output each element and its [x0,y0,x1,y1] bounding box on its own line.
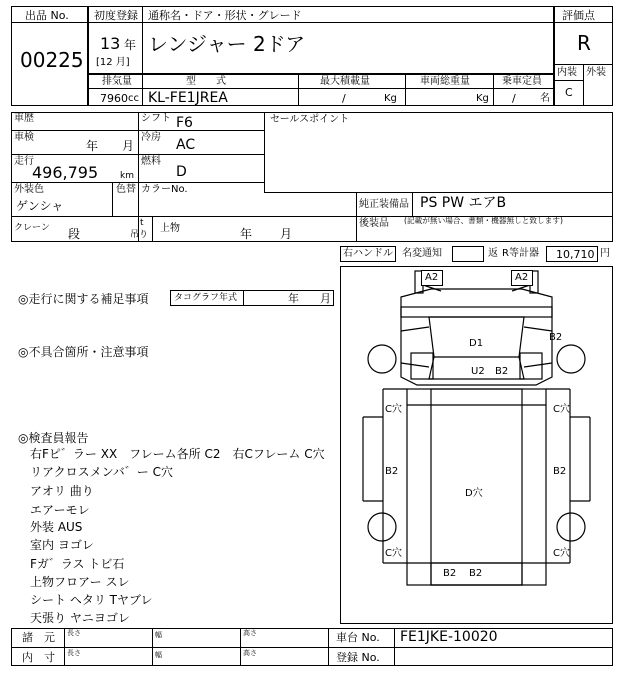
mileage-value: 496,795 [32,163,99,182]
sales-point-label: セールスポイント [270,114,350,125]
specs-row-label: 諸 元 [22,631,55,644]
reg-label: 初度登録 [94,9,138,22]
crane-hoist: 吊り [130,230,149,240]
rhd-label: 右ハンドル [343,248,393,259]
inspector-line: エアーモレ [30,503,90,517]
name-change-box [452,246,484,262]
reg-month: [12 月] [96,57,130,68]
score-value: R [577,31,591,55]
inspector-line: 上物フロアー スレ [30,575,130,589]
inspector-line: シート ヘタリ Tヤブレ [30,593,153,607]
history-label: 車歴 [14,113,34,124]
damage-b2-right: B2 [553,466,567,477]
color-change-label: 色替 [116,184,136,195]
fuel-label: 燃料 [141,156,161,167]
post-equip-note: (記載が無い場合、書類・機器無しと致します) [404,217,563,226]
equip-value: PS PW エアB [420,195,507,211]
height-label: 高さ [243,629,257,637]
width-label-2: 幅 [155,651,162,659]
tacho-month: 月 [320,292,331,305]
capacity-unit: 名 [540,93,550,104]
r-meter-unit: 円 [600,248,610,259]
r-meter-label: R等計器 [502,248,539,259]
disp-label: 排気量 [102,76,132,87]
name-label: 通称名・ドア・形状・グレード [148,9,302,22]
mileage-label: 走行 [14,156,34,167]
damage-b2-cab-mid: B2 [495,366,509,377]
damage-a2-right: A2 [515,272,529,283]
inspector-line: 室内 ヨゴレ [30,538,94,552]
length-label: 長さ [67,629,81,637]
exterior-label: 外装 [586,67,606,78]
damage-a2-left: A2 [425,272,439,283]
lot-number: 00225 [20,48,84,72]
damage-c-hole-left: C穴 [385,404,402,415]
chassis-value: FE1JKE-10020 [400,629,498,645]
interior-label: 内装 [557,67,577,78]
shift-value: F6 [176,115,193,131]
post-equip-label: 後装品 [359,218,389,229]
running-notes-label: ◎走行に関する補足事項 [18,292,149,306]
defects-label: ◎不具合箇所・注意事項 [18,345,149,359]
model-label: 型 式 [186,76,226,87]
damage-c-hole-bottom-left: C穴 [385,548,402,559]
inspector-label: ◎検査員報告 [18,431,89,445]
color-no-label: カラーNo. [141,184,188,195]
upper-body-label: 上物 [160,223,180,234]
length-label-2: 長さ [67,649,81,657]
inspection-month-unit: 月 [122,139,135,153]
damage-d-hole: D穴 [465,488,483,499]
mileage-return: 返 [488,248,498,259]
maxload-kg: Kg [384,93,397,104]
maxload-slash: / [342,92,346,105]
mileage-unit: km [120,171,134,181]
height-label-2: 高さ [243,649,257,657]
shift-label: シフト [141,113,171,124]
crane-stage: 段 [68,227,81,241]
reg-year-unit: 年 [124,38,137,52]
fuel-value: D [176,164,187,180]
car-name: レンジャー 2ドア [148,32,306,56]
inspection-label: 車検 [14,132,34,143]
tacho-year: 年 [288,292,299,305]
inspector-line: Fガ゛ラス トビ石 [30,557,125,571]
disp-value: 7960 [100,92,128,105]
inspector-line: 天張り ヤニヨゴレ [30,611,130,625]
reg-year: 13 [100,34,121,53]
capacity-label: 乗車定員 [502,76,542,87]
name-change-label: 名変通知 [402,248,442,259]
tacho-label: タコグラフ年式 [174,293,238,303]
damage-d1: D1 [469,338,484,349]
width-label: 幅 [155,631,162,639]
damage-u2: U2 [471,366,485,377]
damage-c-hole-right: C穴 [553,404,570,415]
damage-b2-right-cab: B2 [549,332,563,343]
equip-label: 純正装備品 [359,199,409,210]
color-value: ゲンシャ [16,199,64,213]
ac-value: AC [176,137,196,153]
lot-label: 出品 No. [25,9,69,22]
score-label: 評価点 [562,9,595,22]
damage-b2-tailgate-left: B2 [443,568,457,579]
color-label: 外装色 [14,184,44,195]
maxload-label: 最大積載量 [320,76,370,87]
disp-unit: cc [128,93,139,104]
reg-no-label: 登録 No. [336,651,380,664]
interior-score: C [565,86,573,99]
upper-year-unit: 年 [240,227,253,241]
model-value: KL-FE1JREA [148,90,228,106]
damage-c-hole-bottom-right: C穴 [553,548,570,559]
inspector-line: 外装 AUS [30,520,83,534]
inspector-line: リアクロスメンバ゛ー C穴 [30,465,173,479]
crane-ton: t [140,218,144,228]
damage-b2-tailgate-right: B2 [469,568,483,579]
chassis-label: 車台 No. [336,631,380,644]
ac-label: 冷房 [141,132,161,143]
inspection-year-unit: 年 [86,139,99,153]
capacity-slash: / [512,92,516,105]
inspector-line: 右Fピ゛ラー XX フレーム各所 C2 右Cフレーム C穴 [30,447,325,461]
inspector-line: アオリ 曲り [30,484,94,498]
r-meter-value: 10,710 [556,248,595,261]
gross-label: 車両総重量 [420,76,470,87]
upper-month-unit: 月 [280,227,293,241]
inner-dims-label: 内 寸 [22,651,55,664]
damage-diagram [340,266,613,624]
damage-b2-left: B2 [385,466,399,477]
crane-label: クレーン [14,223,50,233]
gross-kg: Kg [476,93,489,104]
